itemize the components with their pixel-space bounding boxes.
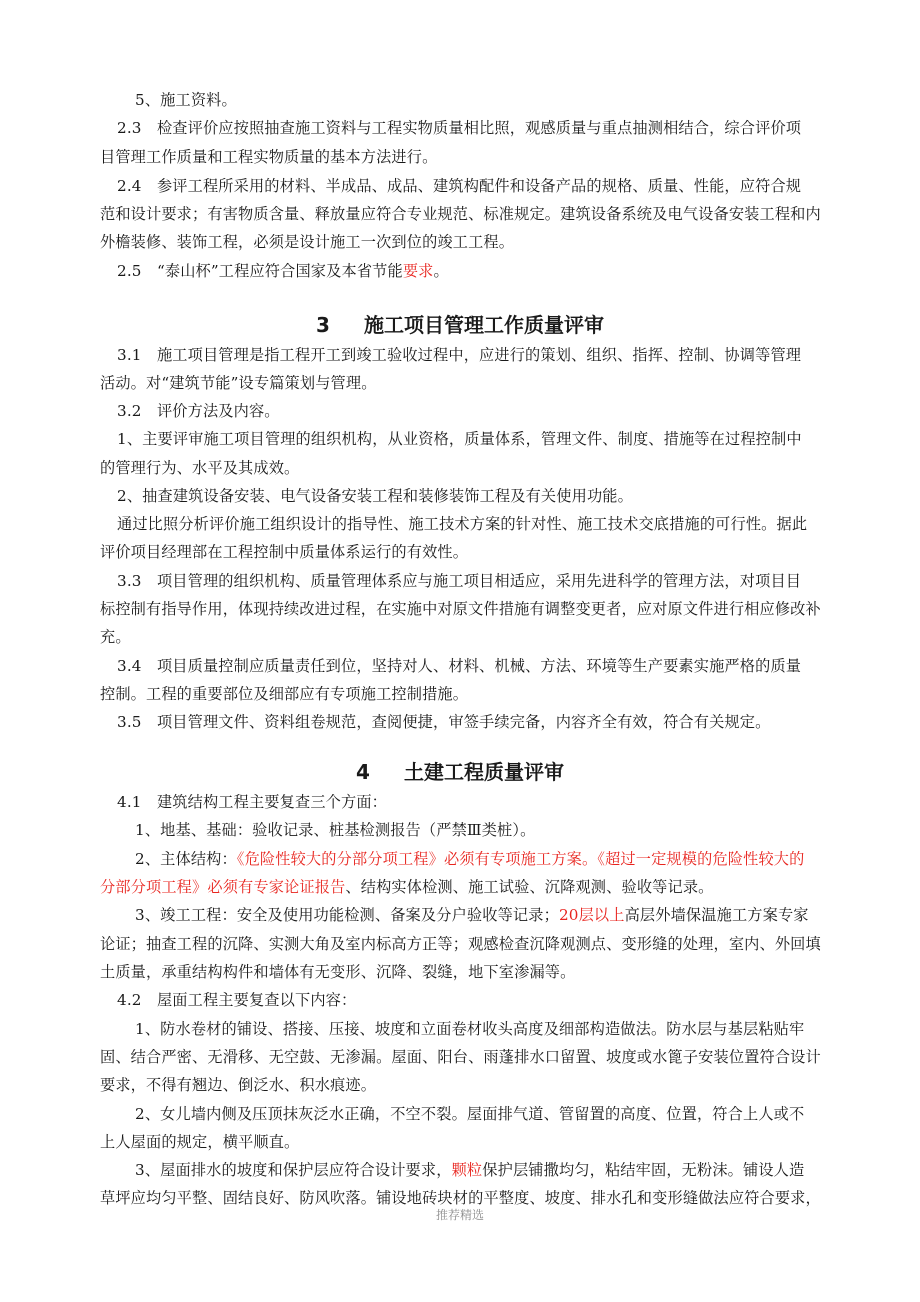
paragraph-2-4: 2.4 参评工程所采用的材料、半成品、成品、建筑构配件和设备产品的规格、质量、性能，应符合规	[117, 177, 802, 195]
paragraph-4-2-item-1-cont2: 要求，不得有翘边、倒泛水、积水痕迹。	[100, 1076, 377, 1094]
paragraph-4-1-item-3-cont: 论证；抽查工程的沉降、实测大角及室内标高方正等；观感检查沉降观测点、变形缝的处理，室内、外回填	[100, 935, 821, 953]
paragraph-3-2-item-1-cont: 的管理行为、水平及其成效。	[100, 459, 300, 477]
paragraph-4-1-item-1: 1、地基、基础：验收记录、桩基检测报告（严禁Ⅲ类桩）。	[135, 821, 536, 839]
highlight-expert-review: 分部分项工程》必须有专家论证报告	[100, 878, 346, 896]
paragraph-3-3-cont: 标控制有指导作用，体现持续改进过程，在实施中对原文件措施有调整变更者，应对原文件进行相应修改补	[100, 600, 821, 618]
section-4-title: 土建工程质量评审	[403, 760, 564, 784]
paragraph-4-1: 4.1 建筑结构工程主要复查三个方面：	[117, 793, 388, 811]
paragraph-2-4-cont: 范和设计要求；有害物质含量、释放量应符合专业规范、标准规定。建筑设备系统及电气设备安装工程和内	[100, 205, 821, 223]
paragraph-4-1-item-2	[135, 845, 869, 874]
paragraph-2-4-cont2: 外檐装修、装饰工程，必须是设计施工一次到位的竣工工程。	[100, 233, 515, 251]
item-3-text: 3、竣工工程：安全及使用功能检测、备案及分户验收等记录；	[135, 906, 559, 924]
paragraph-3-1-cont: 活动。对“建筑节能”设专篇策划与管理。	[100, 374, 377, 392]
item-3-rest: 高层外墙保温施工方案专家	[624, 906, 809, 924]
item-2-label: 2、主体结构：	[135, 850, 237, 868]
paragraph-3-4: 3.4 项目质量控制应质量责任到位，坚持对人、材料、机械、方法、环境等生产要素实施严格的质量	[117, 657, 802, 675]
section-3-heading	[0, 309, 920, 338]
highlight-granule: 颗粒	[451, 1161, 483, 1179]
item-2-rest: 、结构实体检测、施工试验、沉降观测、验收等记录。	[345, 878, 714, 896]
paragraph-2-3: 2.3 检查评价应按照抽查施工资料与工程实物质量相比照，观感质量与重点抽测相结合，综合评价项	[117, 119, 802, 137]
paragraph-3-1: 3.1 施工项目管理是指工程开工到竣工验收过程中，应进行的策划、组织、指挥、控制、协调等管理	[117, 346, 802, 364]
paragraph-3-3: 3.3 项目管理的组织机构、质量管理体系应与施工项目相适应，采用先进科学的管理方法，对项目目	[117, 572, 802, 590]
paragraph-4-2-item-3-cont: 草坪应均匀平整、固结良好、防风吹落。铺设地砖块材的平整度、坡度、排水孔和变形缝做法应符合要求，	[100, 1189, 821, 1207]
page-footer: 推荐精选	[435, 1208, 484, 1222]
paragraph-3-3-cont2: 充。	[100, 628, 131, 646]
paragraph-3-2: 3.2 评价方法及内容。	[117, 402, 280, 420]
paragraph-3-4-cont: 控制。工程的重要部位及细部应有专项施工控制措施。	[100, 685, 469, 703]
paragraph-4-2-item-1-cont: 固、结合严密、无滑移、无空鼓、无渗漏。屋面、阳台、雨蓬排水口留置、坡度或水篦子安装位置符合设计	[100, 1048, 821, 1066]
section-3-title: 施工项目管理工作质量评审	[363, 313, 604, 337]
paragraph-3-5: 3.5 项目管理文件、资料组卷规范，查阅便捷，审签手续完备，内容齐全有效，符合有关规定。	[117, 713, 771, 731]
section-3-number: 3	[316, 313, 330, 337]
highlight-20-floors: 20层以上	[558, 906, 625, 924]
paragraph-2-5	[117, 257, 851, 286]
paragraph-3-2-item-1: 1、主要评审施工项目管理的组织机构，从业资格，质量体系，管理文件、制度、措施等在过程控制中	[117, 430, 802, 448]
paragraph-4-2-item-2-cont: 上人屋面的规定，横平顺直。	[100, 1133, 300, 1151]
paragraph-4-2: 4.2 屋面工程主要复查以下内容：	[117, 991, 357, 1009]
paragraph-2-5-text: 2.5 “泰山杯”工程应符合国家及本省节能	[117, 262, 403, 280]
paragraph-3-2-text: 通过比照分析评价施工组织设计的指导性、施工技术方案的针对性、施工技术交底措施的可行性。据此	[117, 515, 808, 533]
paragraph-4-2-item-3	[135, 1156, 869, 1185]
paragraph-4-1-item-3	[135, 901, 869, 930]
paragraph-4-1-item-3-cont2: 土质量，承重结构构件和墙体有无变形、沉降、裂缝，地下室渗漏等。	[100, 963, 576, 981]
paragraph-3-2-item-2: 2、抽查建筑设备安装、电气设备安装工程和装修装饰工程及有关使用功能。	[117, 487, 633, 505]
paragraph-2-5-end: 。	[433, 262, 449, 280]
section-4-heading	[0, 756, 920, 785]
paragraph-4-2-item-1: 1、防水卷材的铺设、搭接、压接、坡度和立面卷材收头高度及细部构造做法。防水层与基层粘贴牢	[135, 1020, 805, 1038]
paragraph-2-3-cont: 目管理工作质量和工程实物质量的基本方法进行。	[100, 148, 438, 166]
paragraph-2-2-item-5: 5、施工资料。	[135, 91, 237, 109]
paragraph-4-1-item-2-cont	[100, 873, 834, 902]
paragraph-3-2-text-cont: 评价项目经理部在工程控制中质量体系运行的有效性。	[100, 543, 469, 561]
section-4-number: 4	[356, 760, 370, 784]
highlight-requirement: 要求	[402, 262, 434, 280]
item-3-roof-rest: 保护层铺撒均匀，粘结牢固，无粉沫。铺设人造	[482, 1161, 805, 1179]
paragraph-4-2-item-2: 2、女儿墙内侧及压顶抹灰泛水正确，不空不裂。屋面排气道、管留置的高度、位置，符合上人或不	[135, 1105, 805, 1123]
highlight-dangerous-works: 《危险性较大的分部分项工程》必须有专项施工方案。《超过一定规模的危险性较大的	[236, 850, 805, 868]
item-3-roof-text: 3、屋面排水的坡度和保护层应符合设计要求，	[135, 1161, 452, 1179]
